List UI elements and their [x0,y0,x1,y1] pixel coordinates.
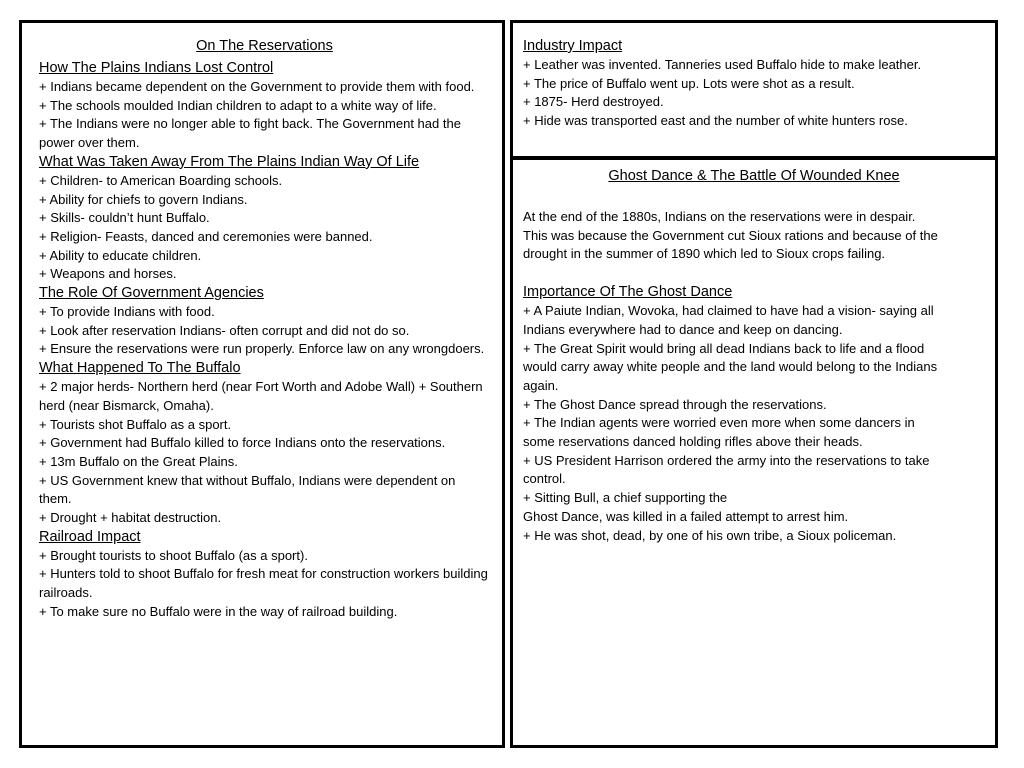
bullet-line: + The Indians were no longer able to fight back. The Government had the power over them. [39,116,461,151]
bullet-line: + A Paiute Indian, Wovoka, had claimed to have had a vision- saying all [523,303,934,319]
intro-line: At the end of the 1880s, Indians on the reservations were in despair. [523,209,916,224]
bullet-line: + Sitting Bull, a chief supporting the [523,490,728,506]
bullet-line: + The Great Spirit would bring all dead Indians back to life and a flood [523,340,925,356]
bullet-line: + Ensure the reservations were run properly. Enforce law on any wrongdoers. [39,341,485,357]
section-taken-away [39,153,490,284]
section-lost-control [39,59,490,153]
bullet-line: again. [523,377,559,393]
bullet-line: + Hide was transported east and the number of white hunters rose. [523,113,908,129]
bullet-line: + US Government knew that without Buffalo, Indians were dependent on them. [39,472,456,507]
ghost-dance-title: Ghost Dance & The Battle Of Wounded Knee [608,168,900,184]
spacer [523,189,985,208]
bullet-line: + He was shot, dead, by one of his own tribe, a Sioux policeman. [523,527,897,543]
bullet-line: would carry away white people and the land would belong to the Indians [523,359,938,375]
bullet-line: + Look after reservation Indians- often corrupt and did not do so. [39,322,410,338]
bullet-line: + Ability to educate children. [39,247,202,263]
bullet-line: + Government had Buffalo killed to force Indians onto the reservations. [39,435,446,451]
bullet-line: some reservations danced holding rifles above their heads. [523,434,863,450]
bullet-line: + To provide Indians with food. [39,304,215,320]
bullet-line: + Religion- Feasts, danced and ceremonies were banned. [39,228,373,244]
bullet-line: + Leather was invented. Tanneries used Buffalo hide to make leather. [523,57,922,72]
bullet-line: + US President Harrison ordered the army into the reservations to take [523,452,930,468]
intro-line: drought in the summer of 1890 which led to Sioux crops failing. [523,246,886,262]
section-government-agencies [39,284,490,359]
section-heading: The Role Of Government Agencies [39,285,264,302]
bullet-line: + 13m Buffalo on the Great Plains. [39,453,238,469]
bullet-line: + Children- to American Boarding schools. [39,172,283,188]
section-heading: How The Plains Indians Lost Control [39,60,274,76]
bullet-line: + Drought + habitat destruction. [39,510,222,526]
ghost-dance-subheading: Importance Of The Ghost Dance [523,284,733,301]
bullet-line: Ghost Dance, was killed in a failed attempt to arrest him. [523,508,849,524]
bullet-line: + The schools moulded Indian children to adapt to a white way of life. [39,97,437,113]
bullet-line: Indians everywhere had to dance and keep on dancing. [523,321,843,337]
bullet-line: + Ability for chiefs to govern Indians. [39,191,248,207]
section-buffalo [39,359,490,528]
section-heading: Railroad Impact [39,528,141,545]
bullet-line: + The price of Buffalo went up. Lots were shot as a result. [523,75,855,91]
bullet-line: + To make sure no Buffalo were in the way of railroad building. [39,603,398,619]
reservations-panel [19,20,505,748]
industry-panel [510,20,998,159]
section-railroad [39,528,490,622]
ghost-dance-panel [510,157,998,748]
bullet-line: + Skills- couldn’t hunt Buffalo. [39,210,210,226]
spacer [523,264,985,283]
section-heading: What Happened To The Buffalo [39,360,241,377]
bullet-line: + Brought tourists to shoot Buffalo (as a sport). [39,547,308,563]
bullet-line: + Weapons and horses. [39,266,177,282]
section-heading: What Was Taken Away From The Plains Indian Way Of Life [39,153,420,170]
bullet-line: + Indians became dependent on the Government to provide them with food. [39,79,475,94]
bullet-line: + The Indian agents were worried even more when some dancers in [523,415,915,431]
intro-line: This was because the Government cut Sioux rations and because of the [523,227,938,243]
reservations-title: On The Reservations [196,38,333,54]
industry-heading: Industry Impact [523,38,623,54]
bullet-line: + Tourists shot Buffalo as a sport. [39,416,232,432]
bullet-line: + Hunters told to shoot Buffalo for fresh meat for construction workers building railroads. [39,566,488,601]
bullet-line: control. [523,471,566,487]
bullet-line: + 1875- Herd destroyed. [523,94,664,110]
bullet-line: + 2 major herds- Northern herd (near Fort Worth and Adobe Wall) + Southern herd (near Bismarck, Omaha). [39,379,483,413]
bullet-line: + The Ghost Dance spread through the reservations. [523,396,827,412]
